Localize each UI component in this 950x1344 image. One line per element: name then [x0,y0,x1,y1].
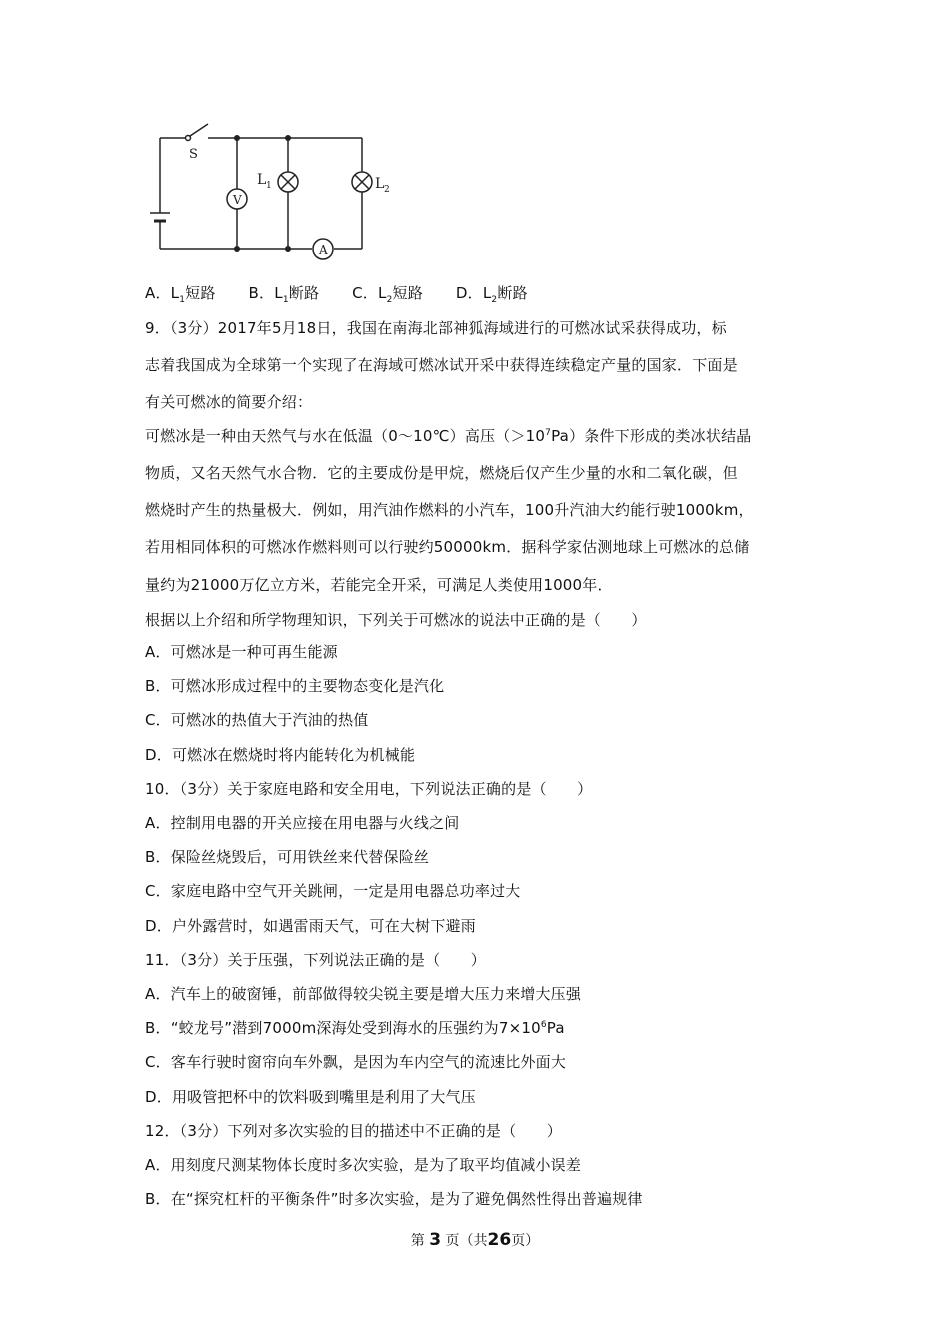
switch-label: S [189,147,198,162]
junction-dot [285,135,291,141]
q9-option-d: D．可燃冰在燃烧时将内能转化为机械能 [145,746,416,764]
q11-option-d: D．用吸管把杯中的饮料吸到嘴里是利用了大气压 [145,1088,476,1106]
q9-intro-line-3: 燃烧时产生的热量极大．例如，用汽油作燃料的小汽车，100升汽油大约能行驶1000km， [145,501,754,519]
lamp1-subscript: 1 [266,181,272,191]
q11-option-a: A．汽车上的破窗锤，前部做得较尖锐主要是增大压力来增大压强 [145,985,582,1003]
q9-question: 根据以上介绍和所学物理知识，下列关于可燃冰的说法中正确的是（ ） [145,611,647,629]
circuit-svg [140,118,410,268]
lamp2-subscript: 2 [384,185,390,195]
q8-option-d: D．$L_2$断路 [455,284,528,305]
q12-option-b: B．在“探究杠杆的平衡条件”时多次实验，是为了避免偶然性得出普遍规律 [145,1190,643,1208]
q9-option-b: B．可燃冰形成过程中的主要物态变化是汽化 [145,677,445,695]
q9-intro-line-5: 量约为21000万亿立方米，若能完全开采，可满足人类使用1000年． [145,576,613,594]
q9-intro-line-4: 若用相同体积的可燃冰作燃料则可以行驶约50000km．据科学家估测地球上可燃冰的总储 [145,538,750,556]
q10-stem: 10．（3分）关于家庭电路和安全用电，下列说法正确的是（ ） [145,780,593,798]
junction-dot [285,246,291,252]
page-footer: 第 3 页（共26页） [410,1230,540,1250]
q10-option-c: C．家庭电路中空气开关跳闸，一定是用电器总功率过大 [145,882,521,900]
q11-stem: 11．（3分）关于压强，下列说法正确的是（ ） [145,951,486,969]
q11-option-c: C．客车行驶时窗帘向车外飘，是因为车内空气的流速比外面大 [145,1053,567,1071]
page-total: 26 [487,1230,512,1250]
q9-intro-line-2: 物质，又名天然气水合物．它的主要成份是甲烷，燃烧后仅产生少量的水和二氧化碳，但 [145,464,738,482]
q8-option-c: C．$L_2$短路 [352,284,423,305]
q9-option-c: C．可燃冰的热值大于汽油的热值 [145,711,369,729]
ammeter-label: A [319,243,328,257]
q9-stem-line-2: 志着我国成为全球第一个实现了在海域可燃冰试开采中获得连续稳定产量的国家．下面是 [145,356,738,374]
q8-options [145,283,556,303]
voltmeter-label: V [233,193,242,207]
junction-dot [234,135,240,141]
q8-option-b: B．$L_1$断路 [248,284,320,305]
switch-blade [190,124,208,136]
q10-option-d: D．户外露营时，如遇雷雨天气，可在大树下避雨 [145,917,476,935]
junction-dot [234,246,240,252]
q9-intro-line-1: 可燃冰是一种由天然气与水在低温（0～10℃）高压$(>10^7Pa)$条件下形成的类冰状结晶 [145,427,752,445]
circuit-diagram [140,118,410,268]
lamp2-label: L [375,176,385,192]
q10-option-a: A．控制用电器的开关应接在用电器与火线之间 [145,814,460,832]
switch-pivot [186,136,191,141]
q9-stem-line-3: 有关可燃冰的简要介绍： [145,393,313,411]
page-number: 3 [429,1230,442,1250]
q8-option-a: A．$L_1$短路 [145,284,216,305]
lamp1-label: L [257,172,267,188]
q11-option-b: B．“蛟龙号”潜到7000m深海处受到海水的压强约为$7\times 10^6Pa$ [145,1019,565,1037]
q9-stem-line-1: 9．（3分）2017年5月18日，我国在南海北部神狐海域进行的可燃冰试采获得成功，标 [145,319,727,337]
q12-option-a: A．用刻度尺测某物体长度时多次实验，是为了取平均值减小误差 [145,1156,582,1174]
q9-option-a: A．可燃冰是一种可再生能源 [145,643,338,661]
q12-stem: 12．（3分）下列对多次实验的目的描述中不正确的是（ ） [145,1122,562,1140]
q10-option-b: B．保险丝烧毁后，可用铁丝来代替保险丝 [145,848,430,866]
